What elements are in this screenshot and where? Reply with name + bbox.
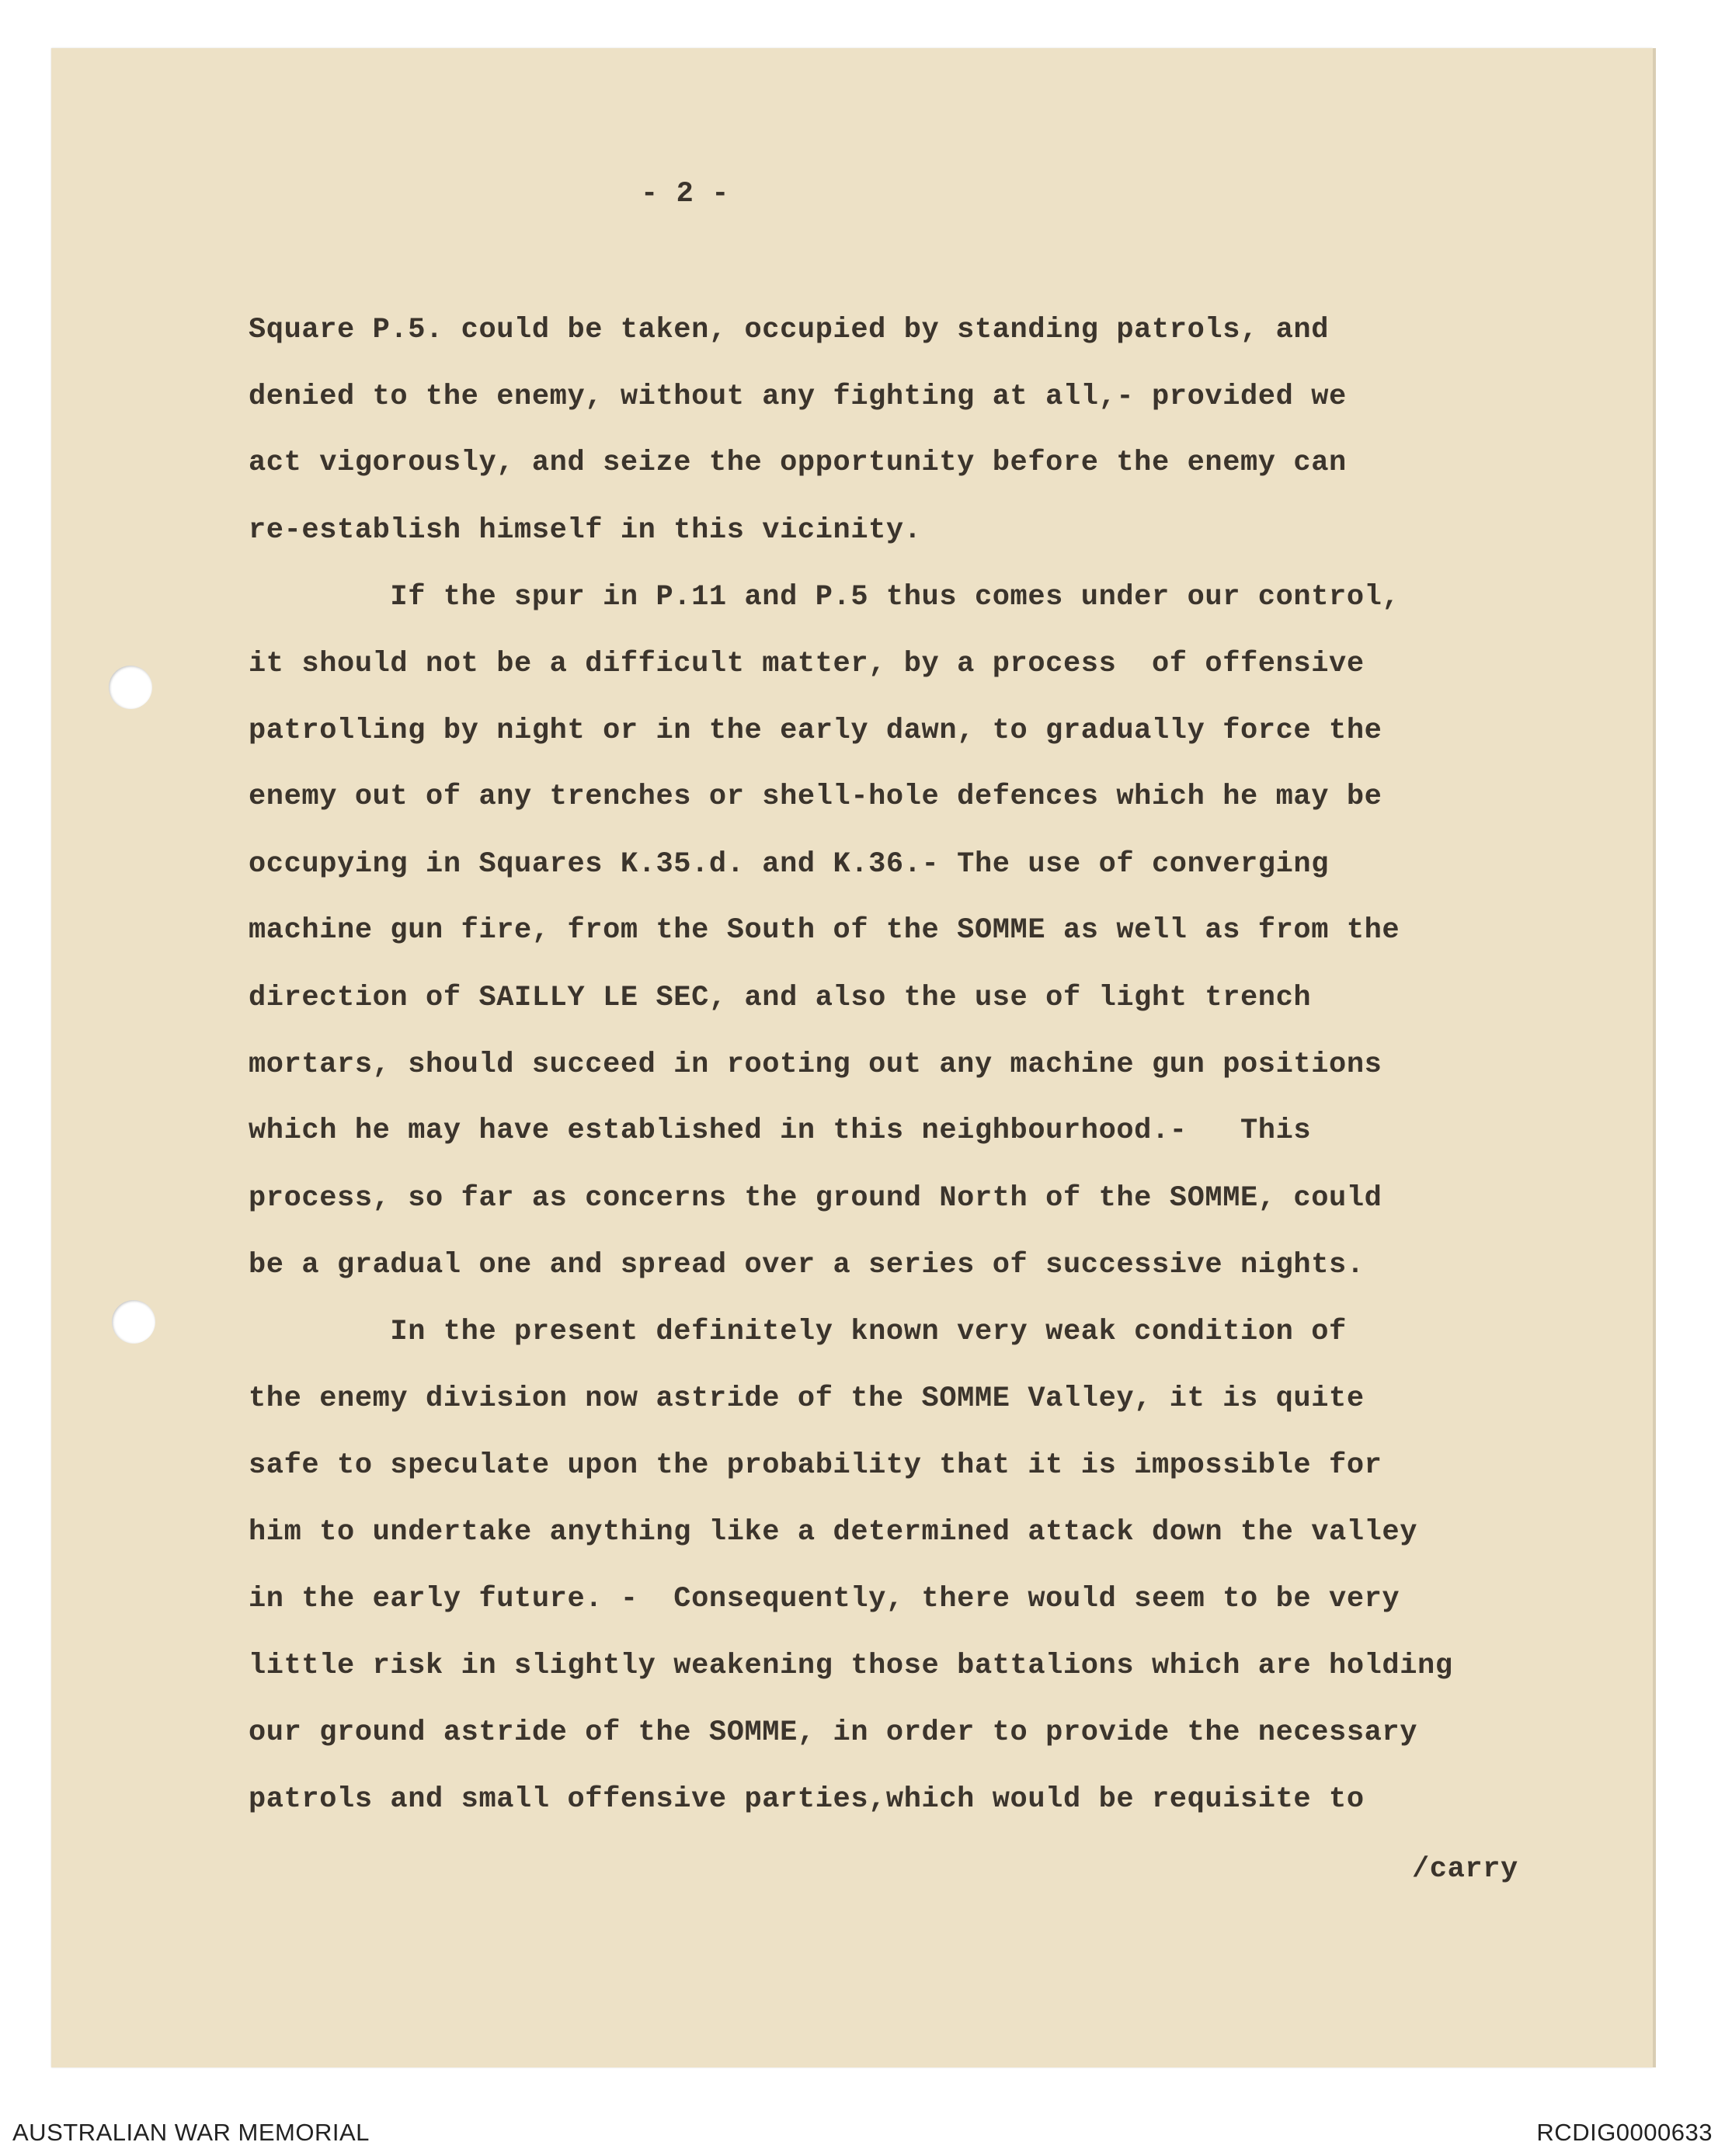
text-line: it should not be a difficult matter, by a process of offensive [249,648,1365,680]
text-line: patrolling by night or in the early dawn, to gradually force the [249,715,1382,747]
text-line: in the early future. - Consequently, there would seem to be very [249,1583,1400,1615]
punch-hole [112,1300,155,1344]
text-line: occupying in Squares K.35.d. and K.36.- The use of converging [249,848,1330,881]
text-line: which he may have established in this neighbourhood.- This [249,1115,1312,1147]
text-line: safe to speculate upon the probability that it is impossible for [249,1449,1382,1482]
text-line: re-establish himself in this vicinity. [249,514,922,547]
text-line: act vigorously, and seize the opportunity before the enemy can [249,447,1347,479]
archive-credit: AUSTRALIAN WAR MEMORIAL [12,2119,370,2146]
text-line: enemy out of any trenches or shell-hole defences which he may be [249,781,1382,813]
text-line: machine gun fire, from the South of the SOMME as well as from the [249,914,1400,947]
text-line: the enemy division now astride of the SOMME Valley, it is quite [249,1382,1365,1415]
punch-hole [109,666,152,709]
archive-id: RCDIG0000633 [1536,2119,1713,2146]
continuation-catchword: /carry [1412,1853,1518,1886]
text-line: be a gradual one and spread over a series of successive nights. [249,1249,1365,1281]
text-line: direction of SAILLY LE SEC, and also the use of light trench [249,982,1312,1014]
text-line: denied to the enemy, without any fighting at all,- provided we [249,381,1347,413]
text-line: our ground astride of the SOMME, in order to provide the necessary [249,1716,1418,1749]
text-line: Square P.5. could be taken, occupied by standing patrols, and [249,314,1330,346]
paper-edge [1653,48,1656,2067]
text-line: patrols and small offensive parties,which would be requisite to [249,1783,1365,1816]
text-line: If the spur in P.11 and P.5 thus comes under our control, [249,581,1400,614]
text-line: mortars, should succeed in rooting out any machine gun positions [249,1048,1382,1081]
text-line: process, so far as concerns the ground North of the SOMME, could [249,1182,1382,1215]
page-number: - 2 - [641,178,730,210]
text-line: little risk in slightly weakening those battalions which are holding [249,1650,1453,1682]
text-line: In the present definitely known very weak condition of [249,1316,1347,1348]
body-text [249,0,1453,1816]
text-line: him to undertake anything like a determined attack down the valley [249,1516,1418,1549]
